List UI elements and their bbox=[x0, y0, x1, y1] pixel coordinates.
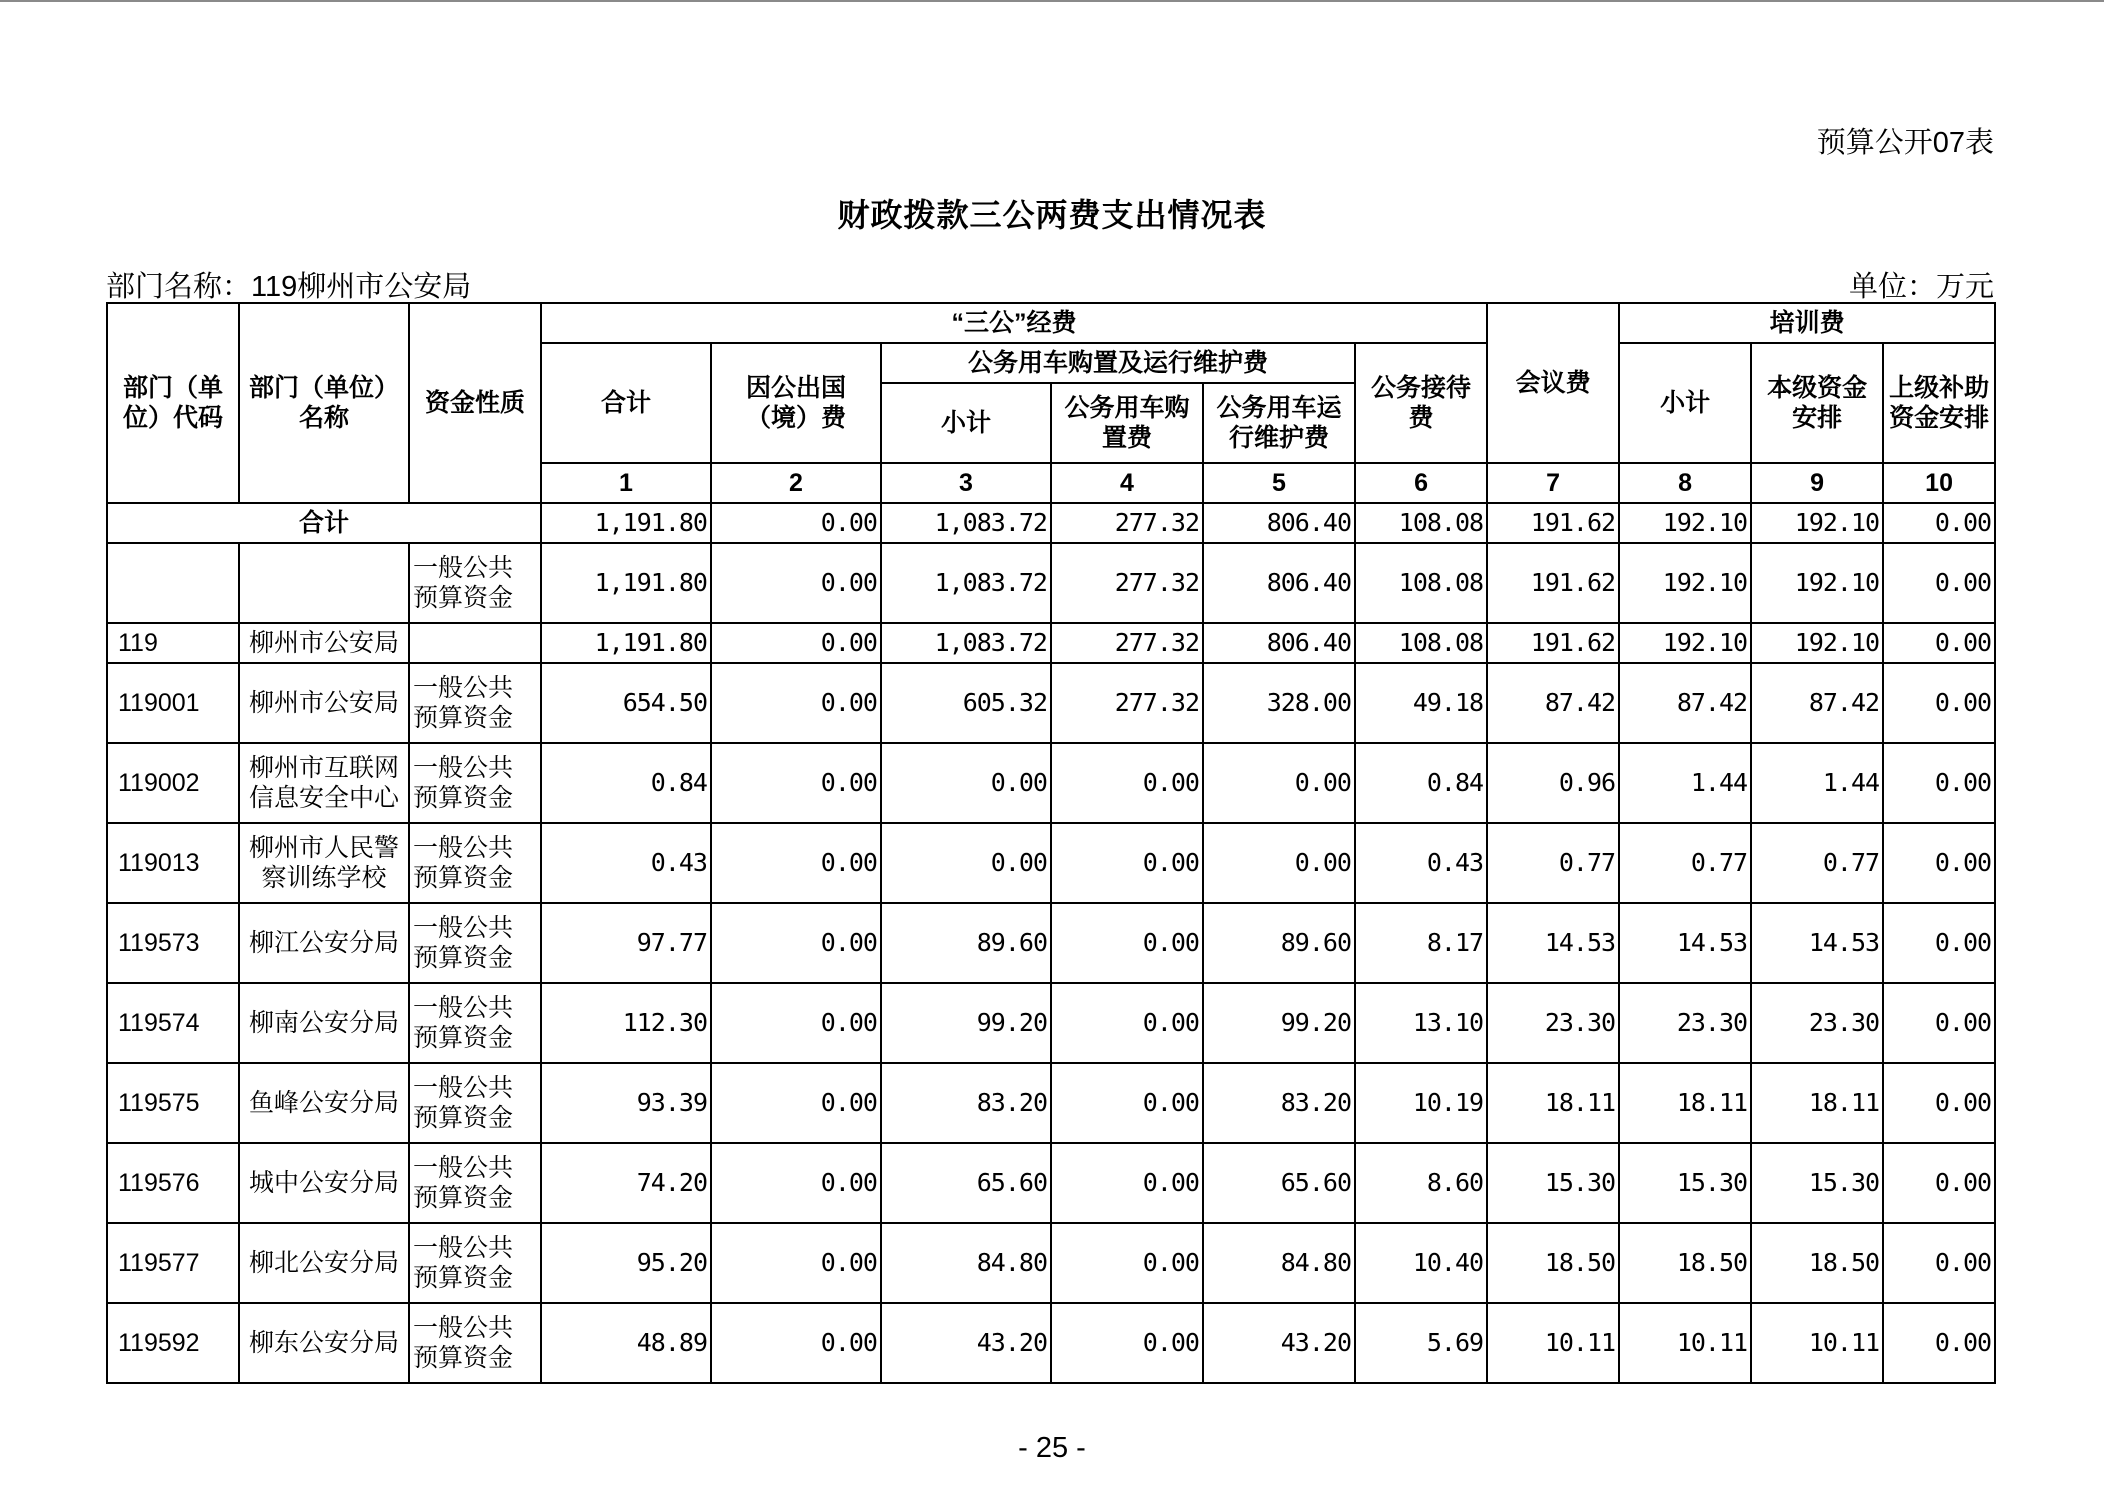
value-cell: 49.18 bbox=[1355, 663, 1487, 743]
dept-code-cell: 119013 bbox=[107, 823, 239, 903]
value-cell: 108.08 bbox=[1355, 623, 1487, 663]
value-cell: 15.30 bbox=[1751, 1143, 1883, 1223]
value-cell: 87.42 bbox=[1487, 663, 1619, 743]
value-cell: 192.10 bbox=[1619, 543, 1751, 623]
value-cell: 0.00 bbox=[711, 903, 881, 983]
table-row bbox=[107, 903, 1995, 983]
value-cell: 23.30 bbox=[1751, 983, 1883, 1063]
value-cell: 277.32 bbox=[1051, 623, 1203, 663]
value-cell: 0.00 bbox=[1883, 623, 1995, 663]
value-cell: 43.20 bbox=[1203, 1303, 1355, 1383]
value-cell: 84.80 bbox=[1203, 1223, 1355, 1303]
dept-code-cell: 119577 bbox=[107, 1223, 239, 1303]
value-cell: 0.00 bbox=[711, 663, 881, 743]
value-cell: 97.77 bbox=[541, 903, 711, 983]
value-cell: 0.00 bbox=[1051, 823, 1203, 903]
column-number: 10 bbox=[1883, 463, 1995, 503]
fund-type-cell: 一般公共预算资金 bbox=[409, 1143, 541, 1223]
dept-name-cell: 柳江公安分局 bbox=[239, 903, 409, 983]
value-cell: 0.00 bbox=[881, 823, 1051, 903]
value-cell: 18.50 bbox=[1487, 1223, 1619, 1303]
value-cell: 48.89 bbox=[541, 1303, 711, 1383]
dept-name-cell: 鱼峰公安分局 bbox=[239, 1063, 409, 1143]
value-cell: 0.77 bbox=[1751, 823, 1883, 903]
department-label: 部门名称：119柳州市公安局 bbox=[106, 271, 472, 303]
table-row bbox=[107, 983, 1995, 1063]
value-cell: 192.10 bbox=[1619, 623, 1751, 663]
value-cell: 43.20 bbox=[881, 1303, 1051, 1383]
data-rows bbox=[107, 543, 1995, 1383]
dept-name-cell: 柳州市互联网信息安全中心 bbox=[239, 743, 409, 823]
value-cell: 654.50 bbox=[541, 663, 711, 743]
value-cell: 0.00 bbox=[1883, 1063, 1995, 1143]
value-cell: 23.30 bbox=[1619, 983, 1751, 1063]
value-cell: 0.00 bbox=[711, 823, 881, 903]
fund-type-cell: 一般公共预算资金 bbox=[409, 983, 541, 1063]
fund-type-cell bbox=[409, 623, 541, 663]
value-cell: 605.32 bbox=[881, 663, 1051, 743]
total-cell: 192.10 bbox=[1751, 503, 1883, 543]
value-cell: 10.11 bbox=[1487, 1303, 1619, 1383]
total-cell: 192.10 bbox=[1619, 503, 1751, 543]
total-cell: 1,191.80 bbox=[541, 503, 711, 543]
total-cell: 806.40 bbox=[1203, 503, 1355, 543]
value-cell: 10.11 bbox=[1751, 1303, 1883, 1383]
value-cell: 5.69 bbox=[1355, 1303, 1487, 1383]
value-cell: 0.00 bbox=[881, 743, 1051, 823]
value-cell: 1,083.72 bbox=[881, 623, 1051, 663]
table-row bbox=[107, 1063, 1995, 1143]
value-cell: 0.00 bbox=[1883, 663, 1995, 743]
dept-name-cell: 柳南公安分局 bbox=[239, 983, 409, 1063]
dept-code-cell: 119 bbox=[107, 623, 239, 663]
total-cell: 1,083.72 bbox=[881, 503, 1051, 543]
dept-name-cell: 城中公安分局 bbox=[239, 1143, 409, 1223]
header-training: 培训费 bbox=[1619, 303, 1995, 343]
value-cell: 65.60 bbox=[881, 1143, 1051, 1223]
fund-type-cell: 一般公共预算资金 bbox=[409, 743, 541, 823]
header-reception: 公务接待费 bbox=[1355, 343, 1487, 463]
value-cell: 0.77 bbox=[1619, 823, 1751, 903]
value-cell: 0.00 bbox=[711, 1143, 881, 1223]
header-abroad: 因公出国（境）费 bbox=[711, 343, 881, 463]
value-cell: 0.43 bbox=[1355, 823, 1487, 903]
value-cell: 14.53 bbox=[1487, 903, 1619, 983]
page-number: - 25 - bbox=[1018, 1432, 1086, 1464]
value-cell: 0.00 bbox=[1203, 823, 1355, 903]
value-cell: 0.00 bbox=[1051, 1063, 1203, 1143]
value-cell: 277.32 bbox=[1051, 543, 1203, 623]
column-number: 7 bbox=[1487, 463, 1619, 503]
header-vehicle-maintenance: 公务用车运行维护费 bbox=[1203, 383, 1355, 463]
value-cell: 0.00 bbox=[711, 1063, 881, 1143]
dept-code-cell: 119001 bbox=[107, 663, 239, 743]
table-row bbox=[107, 1143, 1995, 1223]
header-vehicle-subtotal: 小计 bbox=[881, 383, 1051, 463]
value-cell: 0.00 bbox=[1051, 903, 1203, 983]
value-cell: 1,191.80 bbox=[541, 543, 711, 623]
total-label: 合计 bbox=[107, 503, 541, 543]
value-cell: 0.84 bbox=[1355, 743, 1487, 823]
value-cell: 10.40 bbox=[1355, 1223, 1487, 1303]
value-cell: 99.20 bbox=[1203, 983, 1355, 1063]
dept-name-cell bbox=[239, 543, 409, 623]
value-cell: 0.00 bbox=[711, 1223, 881, 1303]
header-three-public: “三公”经费 bbox=[541, 303, 1487, 343]
total-cell: 0.00 bbox=[711, 503, 881, 543]
value-cell: 328.00 bbox=[1203, 663, 1355, 743]
header-fund-type: 资金性质 bbox=[409, 303, 541, 503]
header-superior-subsidy: 上级补助资金安排 bbox=[1883, 343, 1995, 463]
value-cell: 89.60 bbox=[1203, 903, 1355, 983]
value-cell: 806.40 bbox=[1203, 623, 1355, 663]
fund-type-cell: 一般公共预算资金 bbox=[409, 903, 541, 983]
value-cell: 277.32 bbox=[1051, 663, 1203, 743]
value-cell: 192.10 bbox=[1751, 543, 1883, 623]
value-cell: 87.42 bbox=[1619, 663, 1751, 743]
total-cell: 191.62 bbox=[1487, 503, 1619, 543]
value-cell: 0.00 bbox=[1051, 1303, 1203, 1383]
value-cell: 0.00 bbox=[1203, 743, 1355, 823]
value-cell: 108.08 bbox=[1355, 543, 1487, 623]
column-number: 8 bbox=[1619, 463, 1751, 503]
value-cell: 93.39 bbox=[541, 1063, 711, 1143]
value-cell: 0.00 bbox=[1051, 1223, 1203, 1303]
header-meeting: 会议费 bbox=[1487, 303, 1619, 463]
column-number: 4 bbox=[1051, 463, 1203, 503]
value-cell: 806.40 bbox=[1203, 543, 1355, 623]
value-cell: 8.17 bbox=[1355, 903, 1487, 983]
unit-label: 单位：万元 bbox=[1848, 271, 1994, 303]
column-number: 1 bbox=[541, 463, 711, 503]
value-cell: 0.00 bbox=[711, 543, 881, 623]
value-cell: 65.60 bbox=[1203, 1143, 1355, 1223]
dept-name-cell: 柳州市公安局 bbox=[239, 663, 409, 743]
value-cell: 87.42 bbox=[1751, 663, 1883, 743]
value-cell: 95.20 bbox=[541, 1223, 711, 1303]
fund-type-cell: 一般公共预算资金 bbox=[409, 1223, 541, 1303]
value-cell: 18.11 bbox=[1751, 1063, 1883, 1143]
column-number: 5 bbox=[1203, 463, 1355, 503]
value-cell: 1,191.80 bbox=[541, 623, 711, 663]
page-title: 财政拨款三公两费支出情况表 bbox=[837, 197, 1267, 233]
value-cell: 0.00 bbox=[1883, 1303, 1995, 1383]
value-cell: 0.00 bbox=[1051, 743, 1203, 823]
value-cell: 0.00 bbox=[1051, 983, 1203, 1063]
dept-name-cell: 柳北公安分局 bbox=[239, 1223, 409, 1303]
fund-type-cell: 一般公共预算资金 bbox=[409, 823, 541, 903]
dept-code-cell: 119592 bbox=[107, 1303, 239, 1383]
value-cell: 0.96 bbox=[1487, 743, 1619, 823]
total-row bbox=[107, 503, 1995, 543]
value-cell: 14.53 bbox=[1751, 903, 1883, 983]
value-cell: 23.30 bbox=[1487, 983, 1619, 1063]
table-row bbox=[107, 663, 1995, 743]
header-dept-code: 部门（单位）代码 bbox=[107, 303, 239, 503]
table-row bbox=[107, 823, 1995, 903]
value-cell: 0.00 bbox=[711, 743, 881, 823]
total-cell: 277.32 bbox=[1051, 503, 1203, 543]
value-cell: 0.00 bbox=[1883, 1143, 1995, 1223]
table-row bbox=[107, 1223, 1995, 1303]
value-cell: 1,083.72 bbox=[881, 543, 1051, 623]
column-number: 9 bbox=[1751, 463, 1883, 503]
dept-name-cell: 柳州市公安局 bbox=[239, 623, 409, 663]
value-cell: 89.60 bbox=[881, 903, 1051, 983]
fund-type-cell: 一般公共预算资金 bbox=[409, 663, 541, 743]
value-cell: 83.20 bbox=[881, 1063, 1051, 1143]
dept-code-cell: 119574 bbox=[107, 983, 239, 1063]
value-cell: 18.50 bbox=[1619, 1223, 1751, 1303]
value-cell: 192.10 bbox=[1751, 623, 1883, 663]
budget-table bbox=[106, 302, 1996, 1384]
column-number: 3 bbox=[881, 463, 1051, 503]
value-cell: 0.00 bbox=[1883, 543, 1995, 623]
dept-code-cell: 119576 bbox=[107, 1143, 239, 1223]
value-cell: 10.19 bbox=[1355, 1063, 1487, 1143]
dept-name-cell: 柳东公安分局 bbox=[239, 1303, 409, 1383]
column-number: 6 bbox=[1355, 463, 1487, 503]
value-cell: 8.60 bbox=[1355, 1143, 1487, 1223]
value-cell: 1.44 bbox=[1619, 743, 1751, 823]
value-cell: 0.00 bbox=[1883, 1223, 1995, 1303]
value-cell: 191.62 bbox=[1487, 623, 1619, 663]
top-border-line bbox=[0, 0, 2104, 2]
form-code: 预算公开07表 bbox=[1816, 127, 1994, 159]
header-training-subtotal: 小计 bbox=[1619, 343, 1751, 463]
value-cell: 1.44 bbox=[1751, 743, 1883, 823]
fund-type-cell: 一般公共预算资金 bbox=[409, 543, 541, 623]
value-cell: 0.77 bbox=[1487, 823, 1619, 903]
header-dept-name: 部门（单位）名称 bbox=[239, 303, 409, 503]
value-cell: 84.80 bbox=[881, 1223, 1051, 1303]
value-cell: 0.00 bbox=[711, 983, 881, 1063]
value-cell: 191.62 bbox=[1487, 543, 1619, 623]
value-cell: 0.00 bbox=[1883, 983, 1995, 1063]
dept-name-cell: 柳州市人民警察训练学校 bbox=[239, 823, 409, 903]
value-cell: 0.00 bbox=[1883, 743, 1995, 823]
dept-code-cell bbox=[107, 543, 239, 623]
value-cell: 0.00 bbox=[1883, 823, 1995, 903]
fund-type-cell: 一般公共预算资金 bbox=[409, 1303, 541, 1383]
value-cell: 10.11 bbox=[1619, 1303, 1751, 1383]
value-cell: 0.00 bbox=[711, 623, 881, 663]
value-cell: 112.30 bbox=[541, 983, 711, 1063]
value-cell: 18.50 bbox=[1751, 1223, 1883, 1303]
value-cell: 0.84 bbox=[541, 743, 711, 823]
value-cell: 0.43 bbox=[541, 823, 711, 903]
value-cell: 13.10 bbox=[1355, 983, 1487, 1063]
value-cell: 0.00 bbox=[711, 1303, 881, 1383]
dept-code-cell: 119573 bbox=[107, 903, 239, 983]
dept-code-cell: 119575 bbox=[107, 1063, 239, 1143]
table-row bbox=[107, 543, 1995, 623]
total-cell: 0.00 bbox=[1883, 503, 1995, 543]
table-row bbox=[107, 1303, 1995, 1383]
value-cell: 15.30 bbox=[1619, 1143, 1751, 1223]
column-number: 2 bbox=[711, 463, 881, 503]
header-vehicle-purchase: 公务用车购置费 bbox=[1051, 383, 1203, 463]
value-cell: 74.20 bbox=[541, 1143, 711, 1223]
total-cell: 108.08 bbox=[1355, 503, 1487, 543]
value-cell: 99.20 bbox=[881, 983, 1051, 1063]
dept-code-cell: 119002 bbox=[107, 743, 239, 823]
value-cell: 18.11 bbox=[1487, 1063, 1619, 1143]
header-local-funds: 本级资金安排 bbox=[1751, 343, 1883, 463]
value-cell: 14.53 bbox=[1619, 903, 1751, 983]
value-cell: 15.30 bbox=[1487, 1143, 1619, 1223]
table-row bbox=[107, 743, 1995, 823]
value-cell: 0.00 bbox=[1051, 1143, 1203, 1223]
header-vehicle-group: 公务用车购置及运行维护费 bbox=[881, 343, 1355, 383]
fund-type-cell: 一般公共预算资金 bbox=[409, 1063, 541, 1143]
value-cell: 0.00 bbox=[1883, 903, 1995, 983]
header-total: 合计 bbox=[541, 343, 711, 463]
table-row bbox=[107, 623, 1995, 663]
value-cell: 18.11 bbox=[1619, 1063, 1751, 1143]
value-cell: 83.20 bbox=[1203, 1063, 1355, 1143]
